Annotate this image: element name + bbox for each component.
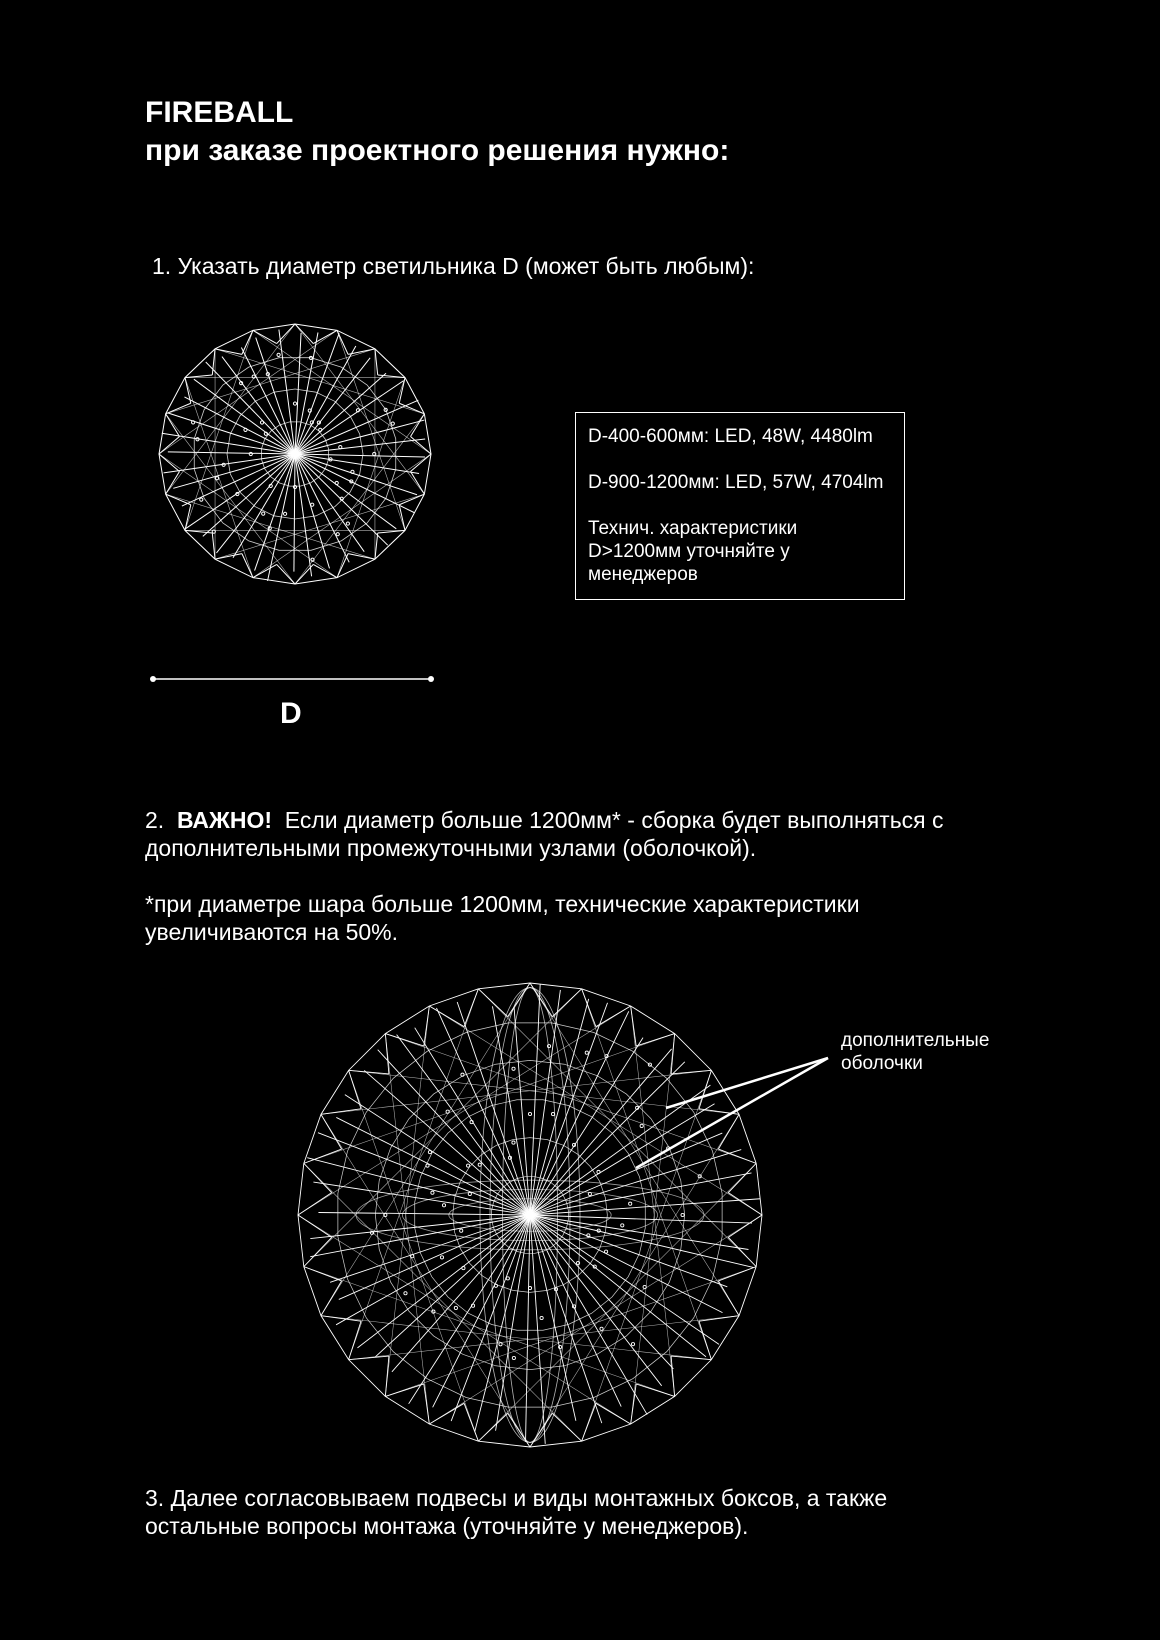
spec-note-line-1: Технич. характеристики bbox=[588, 518, 798, 539]
step-1-text: 1. Указать диаметр светильника D (может быть любым): bbox=[152, 253, 755, 279]
callout-pointer-lines bbox=[630, 1050, 840, 1180]
step-3-text bbox=[145, 1484, 887, 1540]
step-3-line-2: остальные вопросы монтажа (уточняйте у менеджеров). bbox=[145, 1513, 749, 1539]
spec-note-line-3: менеджеров bbox=[588, 564, 698, 585]
step-2-text bbox=[145, 806, 1045, 946]
specs-box bbox=[575, 412, 905, 600]
step-2-line-1: Если диаметр больше 1200мм* - сборка будет выполняться с bbox=[284, 807, 944, 833]
step-2-number: 2. bbox=[145, 807, 165, 833]
page-title bbox=[145, 94, 729, 170]
callout-line-1: дополнительные bbox=[841, 1030, 990, 1051]
step-3-line-1: 3. Далее согласовываем подвесы и виды монтажных боксов, а также bbox=[145, 1485, 888, 1511]
spec-note-line-2: D>1200мм уточняйте у bbox=[588, 541, 790, 562]
callout-label bbox=[841, 1029, 989, 1075]
large-fireball-wireframe-image bbox=[290, 975, 770, 1455]
step-2-note-line-2: увеличиваются на 50%. bbox=[145, 919, 399, 945]
spec-line-900-1200: D-900-1200мм: LED, 57W, 4704lm bbox=[588, 472, 884, 493]
small-fireball-wireframe-image bbox=[150, 318, 440, 590]
brand-name: FIREBALL bbox=[145, 96, 294, 129]
diameter-label: D bbox=[280, 697, 302, 730]
important-label: ВАЖНО! bbox=[176, 807, 272, 833]
step-2-line-2: дополнительными промежуточными узлами (оболочкой). bbox=[145, 835, 757, 861]
callout-line-2: оболочки bbox=[841, 1053, 923, 1074]
spec-line-400-600: D-400-600мм: LED, 48W, 4480lm bbox=[588, 426, 873, 447]
diameter-dimension-line bbox=[148, 672, 438, 688]
title-subtitle: при заказе проектного решения нужно: bbox=[145, 134, 730, 167]
step-2-note-line-1: *при диаметре шара больше 1200мм, технические характеристики bbox=[145, 891, 860, 917]
